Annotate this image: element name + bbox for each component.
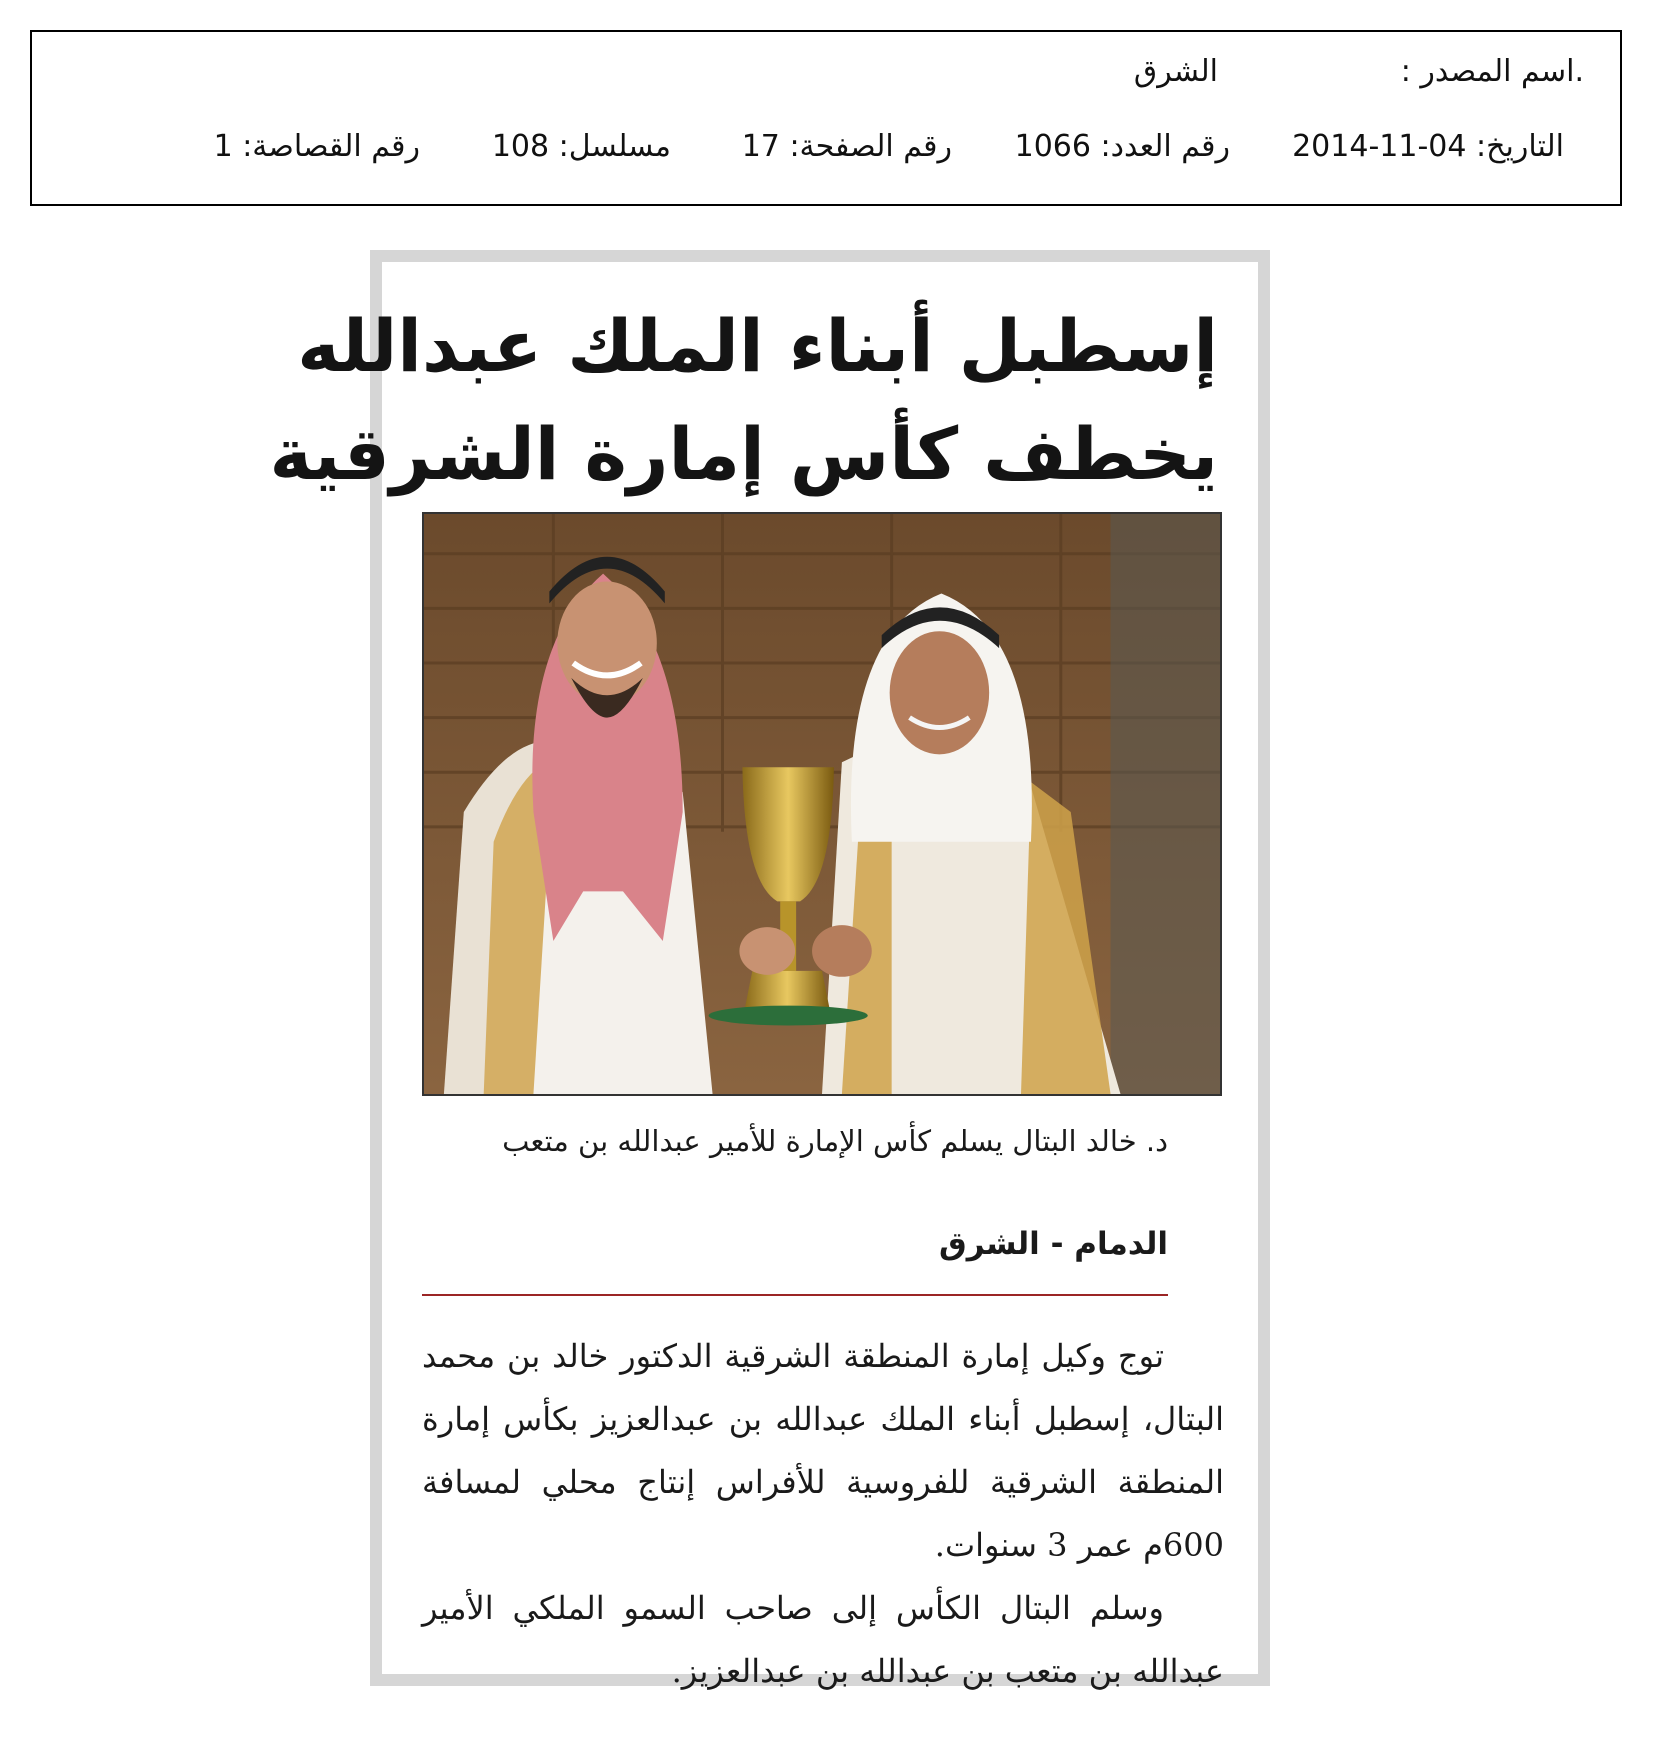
- divider-line: [422, 1294, 1168, 1296]
- page-number-field: رقم الصفحة: 17: [741, 129, 952, 164]
- newspaper-clipping: [269, 250, 1270, 1690]
- article-body: [422, 1325, 1224, 1703]
- serial-field: مسلسل: 108: [491, 129, 671, 164]
- headline-line-2: يخطف كأس إمارة الشرقية: [269, 412, 1218, 496]
- issue-number-field: رقم العدد: 1066: [1014, 129, 1230, 164]
- body-paragraph-2: وسلم البتال الكأس إلى صاحب السمو الملكي الأمير عبدالله بن متعب بن عبدالله بن عبدالعزيز.: [422, 1589, 1224, 1690]
- source-label: .اسم المصدر :: [1400, 54, 1584, 89]
- date-field: التاريخ: 04-11-2014: [1292, 129, 1564, 164]
- headline-line-1: إسطبل أبناء الملك عبدالله: [297, 304, 1218, 388]
- article-dateline: الدمام - الشرق: [939, 1226, 1168, 1262]
- clip-number-field: رقم القصاصة: 1: [213, 129, 420, 164]
- article-photo: [422, 512, 1222, 1096]
- photo-caption: د. خالد البتال يسلم كأس الإمارة للأمير عبدالله بن متعب: [502, 1124, 1168, 1158]
- source-value: الشرق: [1133, 54, 1218, 89]
- body-paragraph-1: توج وكيل إمارة المنطقة الشرقية الدكتور خالد بن محمد البتال، إسطبل أبناء الملك عبدالله بن عبدالعزيز بكأس إمارة المنطقة الشرقية للفروسية للأفراس إنتاج محلي لمسافة 600م عمر 3 سنوات.: [422, 1337, 1224, 1564]
- trophy-presentation-photo: [424, 514, 1220, 1094]
- article-headline: [270, 292, 1218, 508]
- metadata-box: [30, 30, 1622, 206]
